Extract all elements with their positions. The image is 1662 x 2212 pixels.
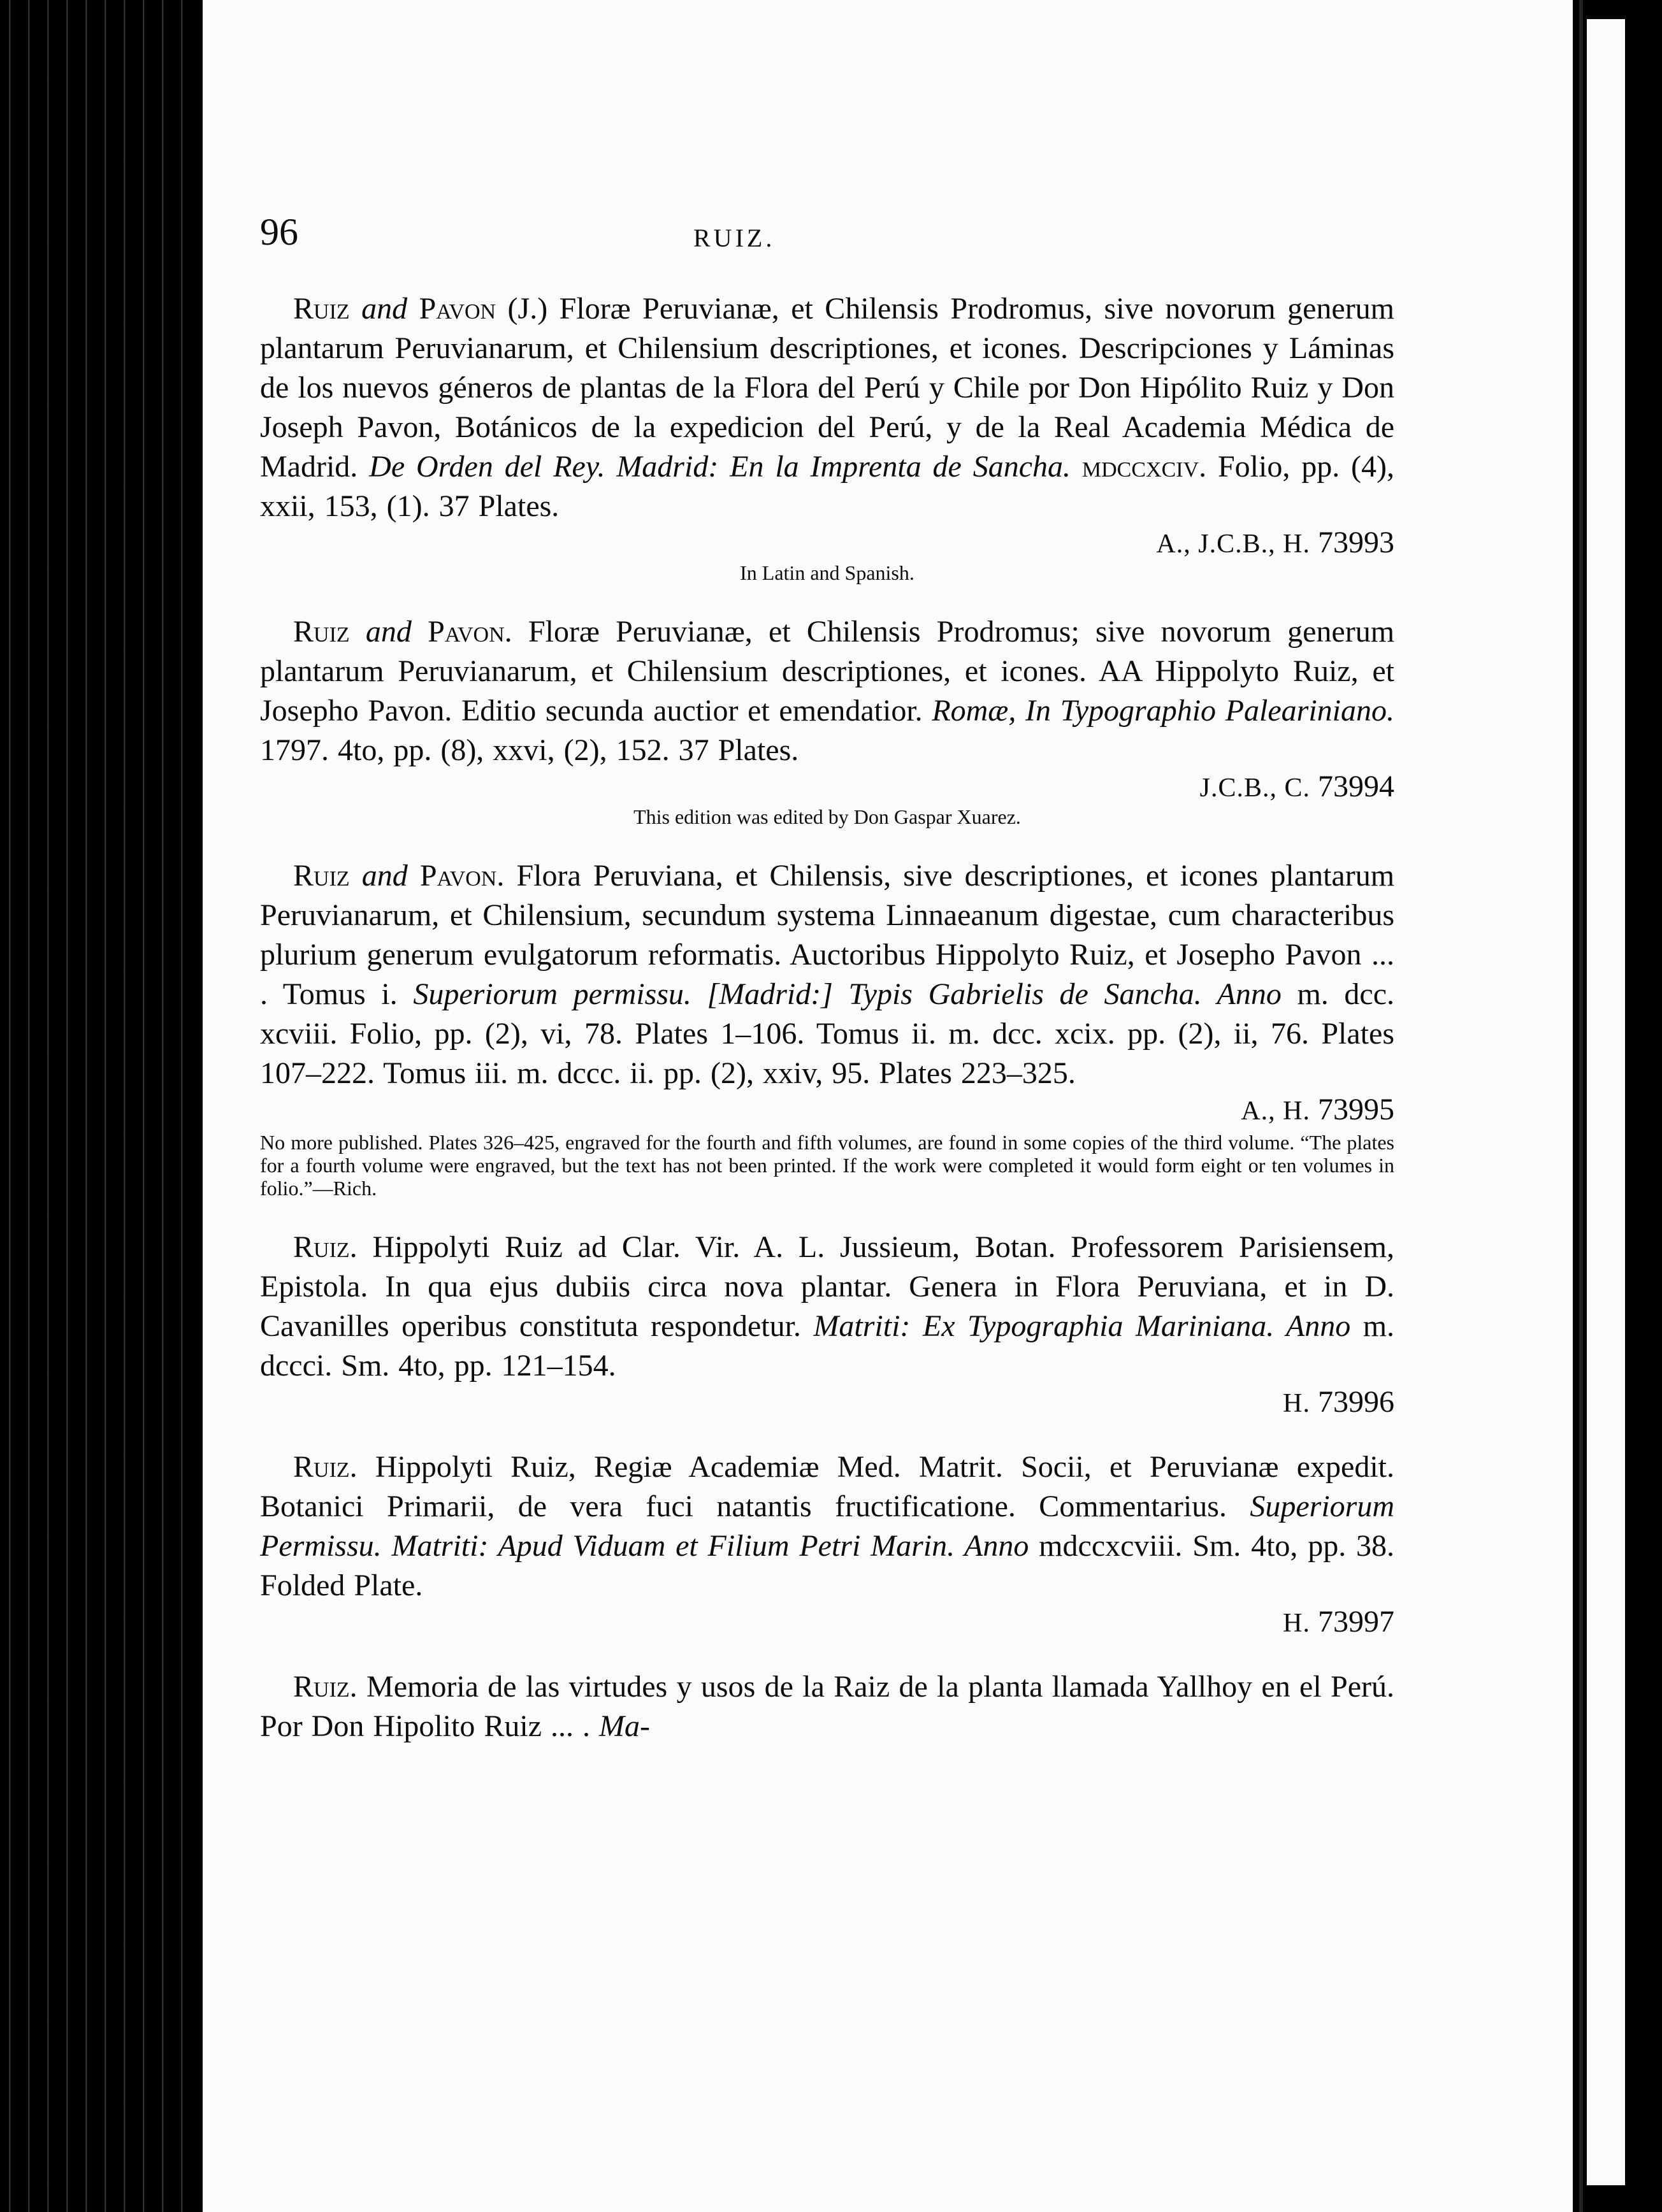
entry-imprint: Romæ, In Typographio Paleariniano.	[932, 694, 1395, 728]
entry-coauthor: Pavon (J.)	[419, 292, 548, 326]
entry-note: No more published. Plates 326–425, engraved for the fourth and fifth volumes, are found in some copies of the third volume. “The plates for a fourth volume were engraved, but the text has not been printed. If the work were completed it would form eight or ten volumes in folio.”—Rich.	[260, 1131, 1394, 1200]
entry-coauthor: Pavon.	[419, 859, 505, 893]
book-spine-edge	[0, 0, 191, 2212]
entry-locations: A., J.C.B., H.	[1156, 529, 1310, 559]
entry-locations: H.	[1283, 1389, 1310, 1418]
bibliography-entry	[260, 1228, 1394, 1419]
entry-number: 73994	[1318, 770, 1394, 803]
entry-imprint: De Orden del Rey. Madrid: En la Imprenta de Sancha.	[369, 450, 1071, 484]
bibliography-entry	[260, 856, 1394, 1200]
running-head: RUIZ.	[693, 224, 776, 252]
entry-reference-line	[260, 1604, 1394, 1639]
bibliography-entry	[260, 612, 1394, 828]
entry-author: Ruiz	[293, 292, 350, 326]
page-number: 96	[260, 211, 298, 253]
entry-conjunction: and	[361, 859, 408, 893]
entry-text	[260, 1228, 1394, 1386]
entry-locations: J.C.B., C.	[1199, 773, 1310, 803]
entry-reference-line	[260, 769, 1394, 804]
bibliography-entry	[260, 1667, 1394, 1746]
entry-imprint: Ma-	[599, 1709, 650, 1743]
bibliography-entry	[260, 289, 1394, 584]
entry-note: In Latin and Spanish.	[740, 561, 914, 584]
entry-number: 73996	[1318, 1385, 1394, 1419]
next-page-edge	[1587, 19, 1625, 2185]
entry-details: Folio, pp. (4), xxii, 153, (1). 37 Plates.	[260, 450, 1395, 523]
bibliography-entry	[260, 1447, 1394, 1639]
entry-coauthor: Pavon.	[428, 615, 512, 649]
entry-conjunction: and	[365, 615, 412, 649]
entry-title: Flora Peruviana, et Chilensis, sive descriptiones, et icones plantarum Peruvianarum, et Chilensium, secundum systema Linnaeanum digestae, cum characteribus plurium generum evulgatorum reformatis. Auctoribus Hippolyto Ruiz, et Josepho Pavon ... . Tomus i.	[260, 859, 1395, 1011]
entry-reference-line	[260, 525, 1394, 560]
entry-date: mdccxciv.	[1081, 450, 1207, 484]
entry-text	[260, 1667, 1394, 1746]
entry-author: Ruiz	[293, 615, 350, 649]
entry-text	[260, 856, 1394, 1093]
entry-reference-line	[260, 1384, 1394, 1419]
entry-number: 73993	[1318, 526, 1394, 559]
entry-locations: H.	[1283, 1609, 1310, 1638]
entry-author: Ruiz.	[293, 1450, 358, 1484]
page-gutter-line	[1579, 0, 1583, 2212]
entry-number: 73995	[1318, 1093, 1394, 1126]
entry-title: Memoria de las virtudes y usos de la Raiz de la planta llamada Yallhoy en el Perú. Por Don Hipolito Ruiz ... .	[260, 1670, 1395, 1743]
entry-number: 73997	[1318, 1605, 1394, 1639]
entry-imprint: Superiorum Permissu. Matriti: Apud Viduam et Filium Petri Marin. Anno	[260, 1490, 1395, 1563]
entry-details: 1797. 4to, pp. (8), xxvi, (2), 152. 37 Plates.	[260, 733, 799, 767]
entry-title: Hippolyti Ruiz, Regiæ Academiæ Med. Matrit. Socii, et Peruvianæ expedit. Botanici Primarii, de vera fuci natantis fructificatione. Commentarius.	[260, 1450, 1394, 1523]
entry-imprint: Superiorum permissu. [Madrid:] Typis Gabrielis de Sancha. Anno	[413, 977, 1282, 1011]
entry-text	[260, 1447, 1394, 1605]
entry-text	[260, 612, 1394, 770]
entry-author: Ruiz.	[293, 1230, 358, 1264]
entry-author: Ruiz	[293, 859, 350, 893]
entry-locations: A., H.	[1241, 1096, 1310, 1126]
entry-note: This edition was edited by Don Gaspar Xuarez.	[633, 805, 1021, 828]
entry-conjunction: and	[361, 292, 408, 326]
entry-details: m. dcc. xcviii. Folio, pp. (2), vi, 78. Plates 1–106. Tomus ii. m. dcc. xcix. pp. (2), ii, 76. Plates 107–222. Tomus iii. m. dccc. ii. pp. (2), xxiv, 95. Plates 223–325.	[260, 977, 1395, 1090]
entry-author: Ruiz.	[293, 1670, 358, 1704]
entry-reference-line	[260, 1092, 1394, 1127]
page-header	[260, 191, 1394, 261]
entry-details: m. dccci. Sm. 4to, pp. 121–154.	[260, 1309, 1395, 1382]
entry-title: Hippolyti Ruiz ad Clar. Vir. A. L. Jussieum, Botan. Professorem Parisiensem, Epistola. In qua ejus dubiis circa nova plantar. Genera in Flora Peruviana, et in D. Cavanilles operibus constituta respondetur.	[260, 1230, 1395, 1343]
page-content	[260, 191, 1394, 1746]
entry-text	[260, 289, 1394, 526]
entry-details: mdccxcviii. Sm. 4to, pp. 38. Folded Plate.	[260, 1529, 1395, 1602]
entry-title: Floræ Peruvianæ, et Chilensis Prodromus, sive novorum generum plantarum Peruvianarum, et Chilensium descriptiones, et icones. Descripciones y Láminas de los nuevos géneros de plantas de la Flora del Perú y Chile por Don Hipólito Ruiz y Don Joseph Pavon, Botánicos de la expedicion del Perú, y de la Real Academia Médica de Madrid.	[260, 292, 1395, 484]
entry-title: Floræ Peruvianæ, et Chilensis Prodromus; sive novorum generum plantarum Peruvianarum, et Chilensium descriptiones, et icones. AA Hippolyto Ruiz, et Josepho Pavon. Editio secunda auctior et emendatior.	[260, 615, 1395, 728]
entry-imprint: Matriti: Ex Typographia Mariniana. Anno	[813, 1309, 1351, 1343]
